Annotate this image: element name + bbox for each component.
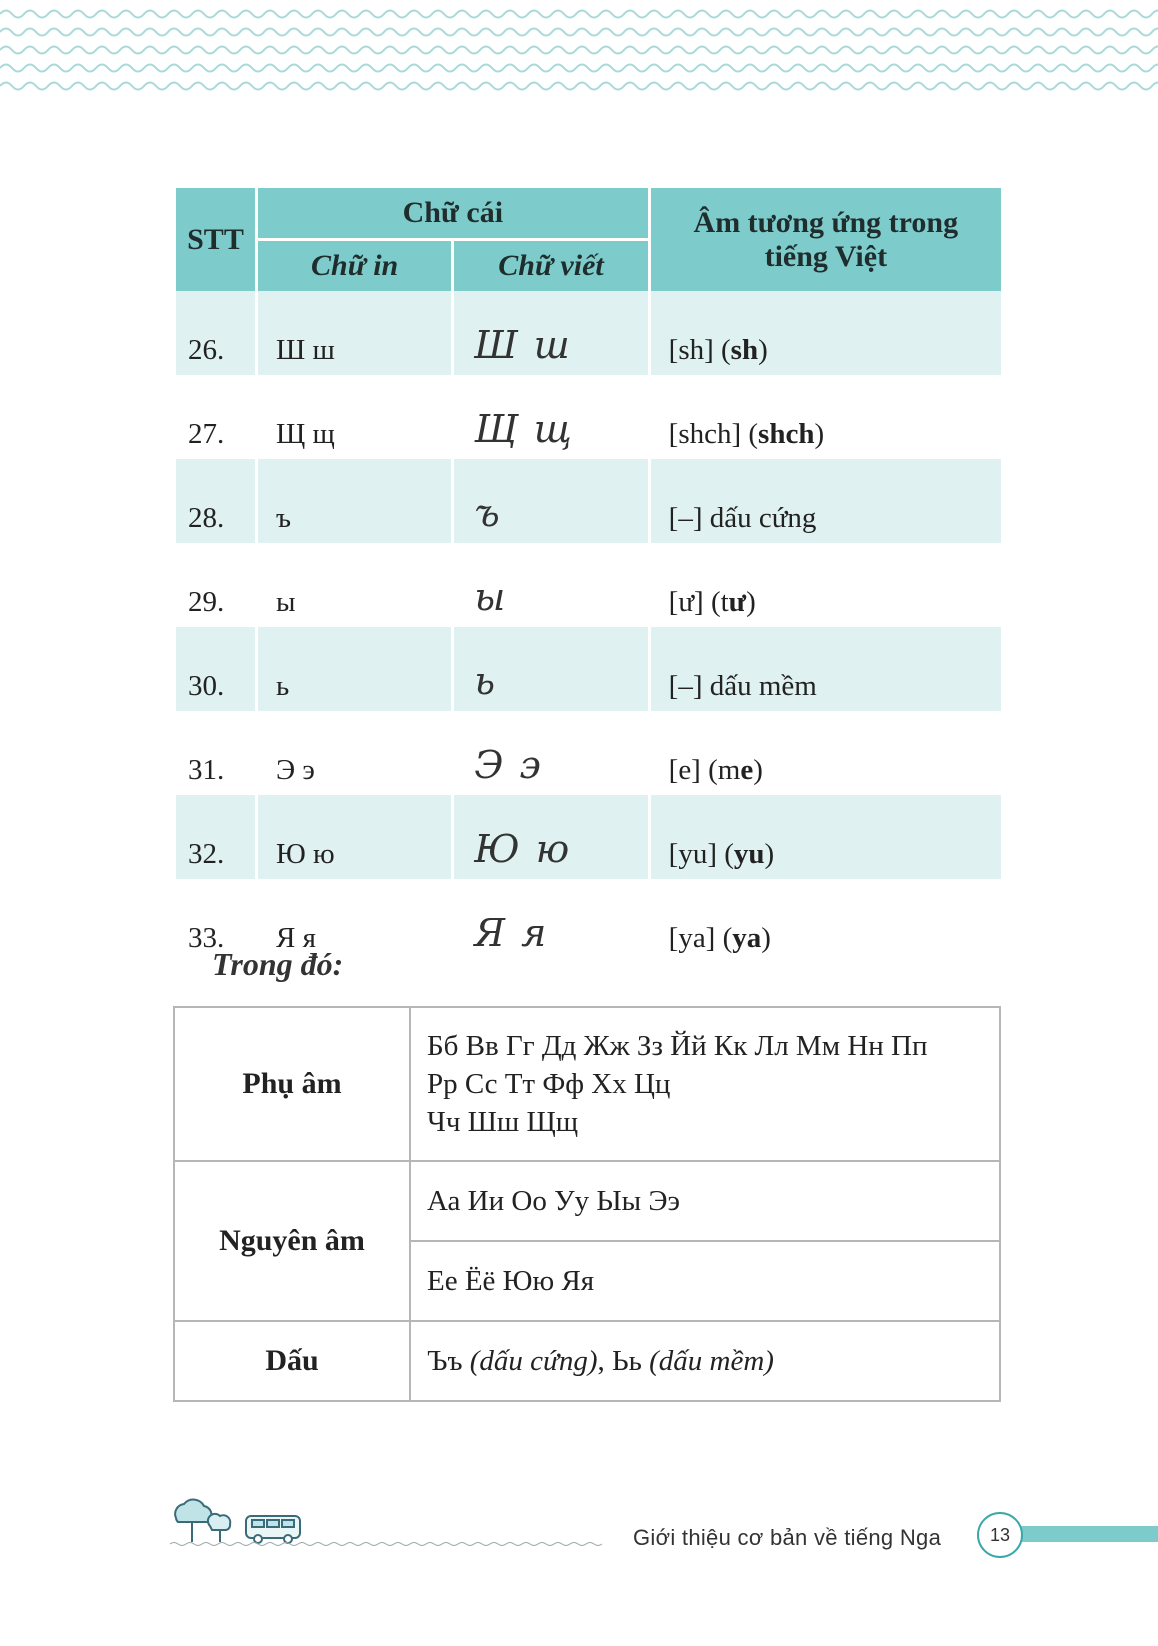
row-cursive-letter: ы	[474, 575, 508, 619]
phu-am-line-2: Рр Сс Тт Фф Хх Цц	[427, 1068, 671, 1100]
row-sound	[651, 711, 1001, 795]
row-sound	[651, 879, 1001, 963]
row-print-letter: ь	[258, 627, 451, 711]
sound-text: [ya] (	[668, 922, 733, 954]
table-row	[176, 291, 1001, 375]
row-stt: 26.	[176, 291, 255, 375]
wave-line	[0, 47, 1158, 54]
row-print-letter: ъ	[258, 459, 451, 543]
summary-val-phu-am	[410, 1007, 1000, 1161]
sound-text: [shch] (	[668, 418, 759, 450]
sound-close: )	[814, 418, 825, 450]
phu-am-line-1: Бб Вв Гг Дд Жж Зз Йй Кк Лл Мм Нн Пп	[427, 1030, 928, 1062]
row-cursive-letter: ъ	[454, 459, 647, 543]
table-row	[176, 795, 1001, 879]
row-print-letter: Э э	[275, 754, 315, 786]
summary-cat-dau: Dấu	[174, 1321, 410, 1401]
table-row	[176, 627, 1001, 711]
sound-text: [yu] (	[668, 838, 734, 870]
page-number: 13	[977, 1512, 1023, 1558]
row-cursive-letter: ь	[454, 627, 647, 711]
van-icon	[246, 1516, 300, 1543]
header-chu-viet: Chữ viết	[454, 238, 647, 291]
sound-text: [–] dấu cứng	[668, 502, 817, 534]
sound-text: [ư] (t	[668, 586, 729, 618]
row-print-letter: ы	[275, 586, 296, 618]
dau-soft-letters: Ьь	[612, 1345, 642, 1377]
footer-accent-bar	[1010, 1526, 1158, 1542]
summary-cat-phu-am: Phụ âm	[174, 1007, 410, 1161]
footer-illustration	[170, 1496, 610, 1546]
dau-hard-letters: Ъъ	[427, 1345, 463, 1377]
row-sound	[651, 795, 1001, 879]
trong-do-label: Trong đó:	[212, 946, 344, 982]
phu-am-line-3: Чч Шш Щщ	[427, 1106, 579, 1138]
alphabet-table	[173, 188, 1004, 963]
sound-bold: sh	[730, 334, 759, 366]
sound-close: )	[764, 838, 775, 870]
header-am-tuong-ung: Âm tương ứng trong tiếng Việt	[651, 188, 1001, 291]
sound-bold: e	[740, 754, 754, 786]
header-stt: STT	[176, 188, 255, 291]
header-chu-in: Chữ in	[258, 238, 451, 291]
table-row	[176, 459, 1001, 543]
row-stt: 30.	[176, 627, 255, 711]
tree-icon	[175, 1500, 230, 1542]
row-sound	[651, 459, 1001, 543]
table-row	[176, 375, 1001, 459]
row-stt: 33.	[188, 922, 225, 954]
footer-squiggle	[170, 1543, 602, 1546]
sound-close: )	[753, 754, 763, 786]
wave-line	[0, 29, 1158, 36]
wave-line	[0, 65, 1158, 72]
wave-line	[0, 11, 1158, 18]
row-print-letter: Я я	[275, 922, 316, 954]
dau-soft-note: (dấu mềm)	[649, 1345, 774, 1377]
row-stt: 29.	[188, 586, 225, 618]
summary-table	[173, 1006, 1001, 1402]
summary-cat-nguyen-am: Nguyên âm	[174, 1161, 410, 1321]
wave-line	[0, 83, 1158, 90]
nguyen-am-line-2: Ее Ёё Юю Яя	[410, 1241, 1000, 1321]
sound-text: [e] (m	[668, 754, 741, 786]
row-cursive-letter: Щ щ	[474, 407, 574, 451]
row-cursive-letter: Ю ю	[454, 795, 647, 879]
sound-bold: shch	[758, 418, 815, 450]
row-cursive-letter: Ш ш	[454, 291, 647, 375]
sound-text: [–] dấu mềm	[668, 670, 817, 702]
sound-bold: ya	[732, 922, 762, 954]
row-cursive-letter: Э э	[474, 743, 543, 787]
wave-pattern-header	[0, 0, 1158, 110]
dau-hard-note: (dấu cứng)	[469, 1345, 598, 1377]
header-chu-cai: Chữ cái	[258, 188, 648, 238]
row-sound	[651, 375, 1001, 459]
sound-bold: ư	[728, 586, 747, 618]
row-print-letter: Ю ю	[258, 795, 451, 879]
sound-close: )	[746, 586, 756, 618]
summary-val-dau	[410, 1321, 1000, 1401]
row-stt: 31.	[188, 754, 225, 786]
row-cursive-letter: Я я	[474, 911, 549, 955]
row-sound	[651, 543, 1001, 627]
row-print-letter: Щ щ	[275, 418, 335, 450]
nguyen-am-line-1: Аа Ии Оо Уу Ыы Ээ	[410, 1161, 1000, 1241]
sound-bold: yu	[733, 838, 765, 870]
sound-close: )	[761, 922, 771, 954]
sound-text: [sh] (	[668, 334, 731, 366]
footer-book-title: Giới thiệu cơ bản về tiếng Nga	[633, 1525, 942, 1550]
row-stt: 27.	[188, 418, 225, 450]
row-stt: 32.	[176, 795, 255, 879]
row-print-letter: Ш ш	[258, 291, 451, 375]
sound-close: )	[758, 334, 768, 366]
dau-comma: ,	[597, 1345, 605, 1377]
row-stt: 28.	[176, 459, 255, 543]
table-row	[176, 711, 1001, 795]
table-row	[176, 543, 1001, 627]
row-sound	[651, 291, 1001, 375]
row-sound	[651, 627, 1001, 711]
